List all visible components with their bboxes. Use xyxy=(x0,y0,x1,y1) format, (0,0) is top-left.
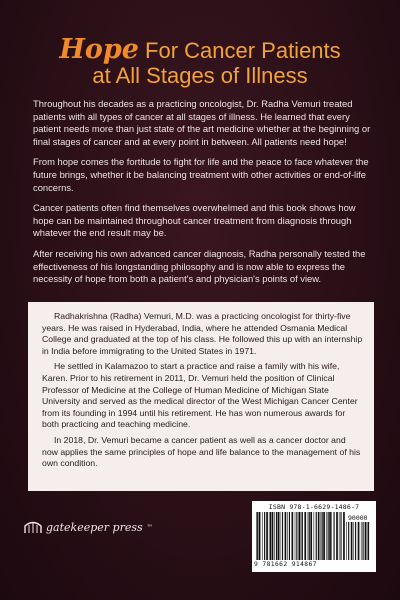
bio-paragraph: In 2018, Dr. Vemuri became a cancer patient as well as a cancer doctor and now applies the same principles of hope and life balance to the management of his own condition. xyxy=(42,434,361,469)
cover-title xyxy=(0,34,400,89)
bio-paragraph: Radhakrishna (Radha) Vemuri, M.D. was a practicing oncologist for thirty-five years. He was raised in Hyderabad, India, where he attended Osmania Medical College and graduated at the top of his class. He followed this up with an internship in India before immigrating to the United States in 1971. xyxy=(42,311,363,356)
title-hope-word: Hope xyxy=(59,34,139,65)
author-bio-box xyxy=(28,302,374,491)
description-paragraph: From hope comes the fortitude to fight for life and the peace to face whatever the future brings, whether it be balancing treatment with other activities or end-of-life concerns. xyxy=(33,156,369,193)
bio-paragraph: He settled in Kalamazoo to start a practice and raise a family with his wife, Karen. Prior to his retirement in 2011, Dr. Vemuri held the position of Clinical Professor of Medicine at the College of Human Medicine of Michigan State University and served as the medical director of the West Michigan Cancer Center from its founding in 1994 until his retirement. He has won numerous awards for both practicing and teaching medicine. xyxy=(42,361,358,430)
title-line-1-rest: For Cancer Patients xyxy=(138,38,341,63)
description-paragraph: Throughout his decades as a practicing oncologist, Dr. Radha Vemuri treated patients with all types of cancer at all stages of illness. He learned that every patient needs more than just state of the art medicine whether at the beginning or final stages of cancer and at every point in between. All patients need hope! xyxy=(33,98,371,147)
description-paragraph: Cancer patients often find themselves overwhelmed and this book shows how hope can be maintained throughout cancer treatment from diagnosis through whatever the end result may be. xyxy=(33,202,356,239)
publisher-logo xyxy=(24,520,153,534)
title-line-1 xyxy=(0,34,400,65)
publisher-name: gatekeeper press xyxy=(46,520,143,534)
barcode-bars xyxy=(256,512,346,560)
title-line-2: at All Stages of Illness xyxy=(92,63,308,88)
isbn-barcode xyxy=(252,501,376,572)
description-paragraph: After receiving his own advanced cancer diagnosis, Radha personally tested the effectiveness of his longstanding philosophy and is now able to express the necessity of hope from both a patient's and physician's points of view. xyxy=(33,247,366,285)
description-text xyxy=(33,98,371,294)
price-barcode-bars xyxy=(346,522,372,560)
publisher-trademark: ™ xyxy=(146,523,153,531)
gate-icon xyxy=(24,520,42,534)
barcode-digits: 9 781662 914867 xyxy=(254,561,317,568)
isbn-number: ISBN 978-1-6629-1486-7 xyxy=(268,503,360,511)
price-code: 90000 xyxy=(348,514,368,522)
